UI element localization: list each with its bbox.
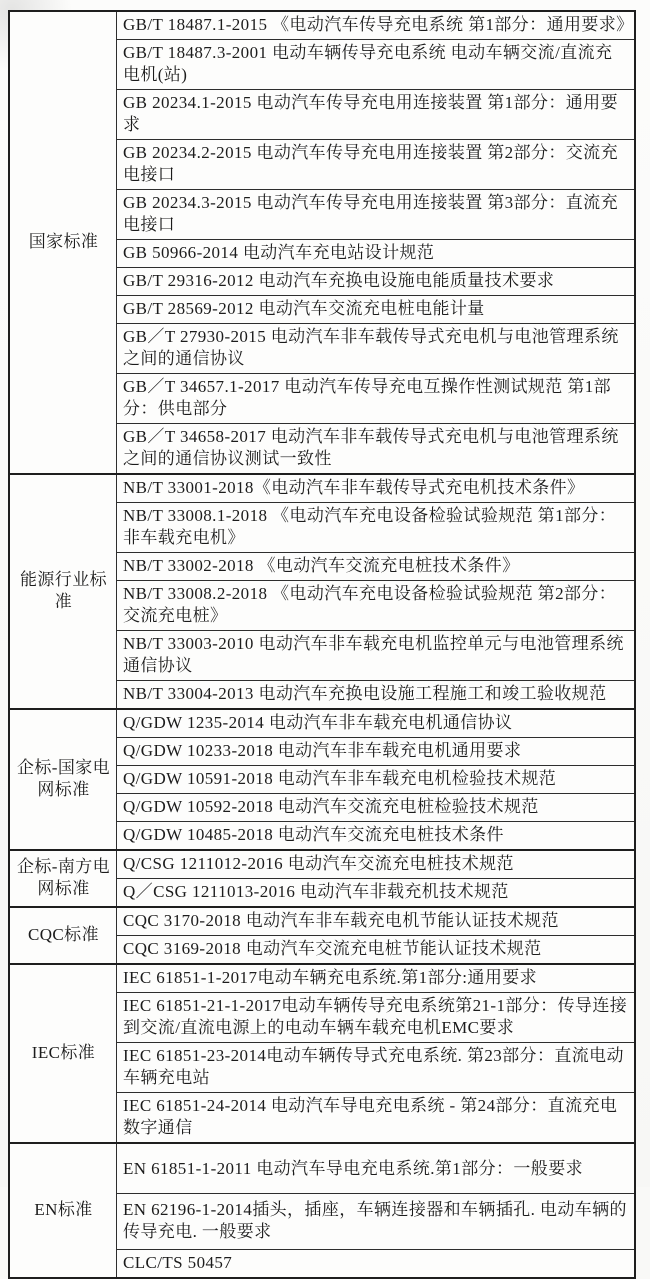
standard-entry: EN 62196-1-2014插头，插座，车辆连接器和车辆插孔. 电动车辆的传导充电. 一般要求: [117, 1194, 636, 1250]
standard-entry: NB/T 33001-2018《电动汽车非车载传导式充电机技术条件》: [117, 474, 636, 503]
section-label-en: EN标准: [9, 1143, 117, 1278]
table-row: [9, 1143, 635, 1194]
standard-entry: NB/T 33008.1-2018 《电动汽车充电设备检验试验规范 第1部分：非车载充电机》: [117, 503, 636, 553]
standard-entry: Q／CSG 1211013-2016 电动汽车非载充机技术规范: [117, 879, 636, 908]
table-row: [9, 907, 635, 936]
section-label-iec: IEC标准: [9, 964, 117, 1143]
standard-entry: GB/T 29316-2012 电动汽车充换电设施电能质量技术要求: [117, 268, 636, 296]
table-row: [9, 474, 635, 503]
standard-entry: IEC 61851-24-2014 电动汽车导电充电系统 - 第24部分：直流充电数字通信: [117, 1093, 636, 1144]
section-label-national: 国家标准: [9, 11, 117, 474]
section-label-sgcc-enterprise: 企标-国家电网标准: [9, 709, 117, 850]
table-row: [9, 11, 635, 40]
standard-entry: CLC/TS 50457: [117, 1250, 636, 1279]
standard-entry: GB 20234.2-2015 电动汽车传导充电用连接装置 第2部分：交流充电接口: [117, 140, 636, 190]
standard-entry: NB/T 33008.2-2018 《电动汽车充电设备检验试验规范 第2部分：交流充电桩》: [117, 581, 636, 631]
section-label-energy-industry: 能源行业标准: [9, 474, 117, 709]
ev-charging-standards-table: [8, 10, 636, 1279]
standard-entry: Q/GDW 10591-2018 电动汽车非车载充电机检验技术规范: [117, 766, 636, 794]
standard-entry: Q/GDW 10233-2018 电动汽车非车载充电机通用要求: [117, 738, 636, 766]
standard-entry: GB 50966-2014 电动汽车充电站设计规范: [117, 240, 636, 268]
section-label-cqc: CQC标准: [9, 907, 117, 964]
standard-entry: NB/T 33004-2013 电动汽车充换电设施工程施工和竣工验收规范: [117, 681, 636, 710]
standards-table-body: [9, 11, 635, 1278]
standard-entry: GB／T 27930-2015 电动汽车非车载传导式充电机与电池管理系统之间的通信协议: [117, 324, 636, 374]
standard-entry: GB/T 18487.1-2015 《电动汽车传导充电系统 第1部分：通用要求》: [117, 11, 636, 40]
standard-entry: NB/T 33003-2010 电动汽车非车载充电机监控单元与电池管理系统通信协议: [117, 631, 636, 681]
standard-entry: GB/T 28569-2012 电动汽车交流充电桩电能计量: [117, 296, 636, 324]
standard-entry: Q/GDW 10592-2018 电动汽车交流充电桩检验技术规范: [117, 794, 636, 822]
standard-entry: GB 20234.3-2015 电动汽车传导充电用连接装置 第3部分：直流充电接口: [117, 190, 636, 240]
table-row: [9, 964, 635, 993]
standard-entry: IEC 61851-21-1-2017电动车辆传导充电系统第21-1部分：传导连接到交流/直流电源上的电动车辆车载充电机EMC要求: [117, 993, 636, 1043]
standard-entry: EN 61851-1-2011 电动汽车导电充电系统.第1部分：一般要求: [117, 1143, 636, 1194]
section-label-csg-enterprise: 企标-南方电网标准: [9, 850, 117, 907]
standard-entry: GB/T 18487.3-2001 电动车辆传导充电系统 电动车辆交流/直流充电机(站): [117, 40, 636, 90]
standard-entry: IEC 61851-23-2014电动车辆传导式充电系统. 第23部分：直流电动车辆充电站: [117, 1043, 636, 1093]
standard-entry: Q/CSG 1211012-2016 电动汽车交流充电桩技术规范: [117, 850, 636, 879]
standard-entry: IEC 61851-1-2017电动车辆充电系统.第1部分:通用要求: [117, 964, 636, 993]
standard-entry: GB／T 34657.1-2017 电动汽车传导充电互操作性测试规范 第1部分：供电部分: [117, 374, 636, 424]
table-row: [9, 850, 635, 879]
standard-entry: GB 20234.1-2015 电动汽车传导充电用连接装置 第1部分：通用要求: [117, 90, 636, 140]
standard-entry: NB/T 33002-2018 《电动汽车交流充电桩技术条件》: [117, 553, 636, 581]
standard-entry: CQC 3170-2018 电动汽车非车载充电机节能认证技术规范: [117, 907, 636, 936]
standard-entry: GB／T 34658-2017 电动汽车非车载传导式充电机与电池管理系统之间的通信协议测试一致性: [117, 424, 636, 475]
table-row: [9, 709, 635, 738]
standard-entry: Q/GDW 1235-2014 电动汽车非车载充电机通信协议: [117, 709, 636, 738]
standard-entry: CQC 3169-2018 电动汽车交流充电桩节能认证技术规范: [117, 936, 636, 965]
standard-entry: Q/GDW 10485-2018 电动汽车交流充电桩技术条件: [117, 822, 636, 851]
